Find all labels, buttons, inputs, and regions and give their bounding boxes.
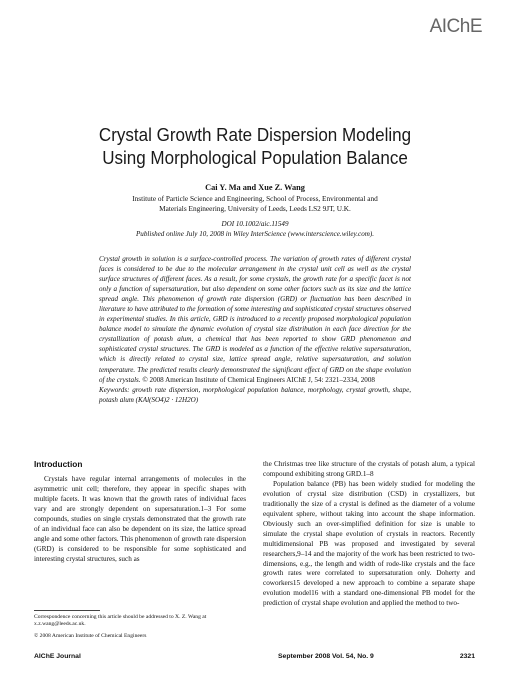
abstract-keywords: Keywords: growth rate dispersion, morphological population balance, morphology, crystal growth, shape, potash alum (KAl(SO4)2 · 12H2O) [99,385,411,404]
intro-paragraph-2: Population balance (PB) has been widely studied for modeling the evolution of crystal size distribution (CSD) in crystallizers, but traditionally the size of a crystal is defined as the diameter of a volume equivalent sphere, without taking into account the shape information. Obviously such an over-simplified definition for size is unable to simulate the crystal shape evolution of crystals in reactors. Recently multidimensional PB was proposed and investigated by several researchers,9–14 and the majority of the work has been restricted to two-dimensions, e.g., the length and width of rode-like crystals and the face growth rates were correlated to supersaturation only. Doherty and coworkers15 developed a new approach to combine a separate shape evolution model16 with a standard one-dimensional PB model for the prediction of crystal shape evolution and applied the method to two- [263,479,475,608]
affiliation-line-1: Institute of Particle Science and Engineering, School of Process, Environmental and [132,194,378,203]
footnote-rule [34,610,100,611]
copyright-footnote: © 2008 American Institute of Chemical Engineers [34,633,147,639]
footer-page-number: 2321 [459,653,475,660]
doi-block [40,219,470,239]
right-column [263,460,475,609]
title-line-2: Using Morphological Population Balance [102,147,408,168]
footer-issue: September 2008 Vol. 54, No. 9 [278,653,374,660]
intro-paragraph-continued: the Christmas tree like structure of the crystals of potash alum, a typical compound exhibiting strong GRD.1–8 [263,460,475,478]
article-title [57,123,453,169]
correspondence-footnote: Correspondence concerning this article should be addressed to X. Z. Wang at x.z.wang@leeds.ac.uk. [34,614,207,627]
abstract-copyright: © 2008 American Institute of Chemical Engineers AIChE J, 54: 2321–2334, 2008 [142,375,375,384]
aiche-logo: AIChE [429,16,482,37]
intro-paragraph-1: Crystals have regular internal arrangements of molecules in the asymmetric unit cell; therefore, they appear in specific shapes with multiple facets. It was known that the growth rates of individual faces vary and are strongly dependent on supersaturation.1–3 For some compounds, studies on single crystals demonstrated that the growth rate of an individual face can also be dependent on its size, the lattice spread angle and some other factors. This phenomenon of growth rate dispersion (GRD) is considered to be responsible for some sophisticated and interesting crystal structures, such as [34,474,246,563]
author-list: Cai Y. Ma and Xue Z. Wang [205,183,305,192]
affiliation [60,194,450,214]
affiliation-line-2: Materials Engineering, University of Leeds, Leeds LS2 9JT, U.K. [159,204,351,213]
published-online: Published online July 10, 2008 in Wiley InterScience (www.interscience.wiley.com). [135,230,375,238]
abstract-text: Crystal growth in solution is a surface-controlled process. The variation of growth rates of different crystal faces is considered to be due to the molecular arrangement in the crystal unit cell as well as the crystal surface structures of different faces. As a result, for some crystals, the growth rate for a specific facet is not only a function of supersaturation, but also dependent on some other factors such as its size and the lattice spread angle. This phenomenon of growth rate dispersion (GRD) or fluctuation has been described in literature to have attributed to the formation of some interesting and sophisticated crystal structures observed in experimental studies. In this article, GRD is introduced to a recently proposed morphological population balance model to simulate the dynamic evolution of crystal size distribution in each face direction for the crystallization of potash alum, a chemical that has been reported to show GRD phenomenon and sophisticated crystal structures. The GRD is modeled as a function of the effective relative supersaturation, which is directly related to crystal size, lattice spread angle, relative supersaturation, and solution temperature. The predicted results clearly demonstrated the significant effect of GRD on the shape evolution of the crystals. [99,255,411,384]
title-line-1: Crystal Growth Rate Dispersion Modeling [98,124,412,145]
left-column [34,460,246,565]
abstract [99,254,411,405]
doi: DOI 10.1002/aic.11549 [221,220,289,228]
footer-journal: AIChE Journal [34,653,81,660]
section-heading-introduction: Introduction [34,459,83,469]
